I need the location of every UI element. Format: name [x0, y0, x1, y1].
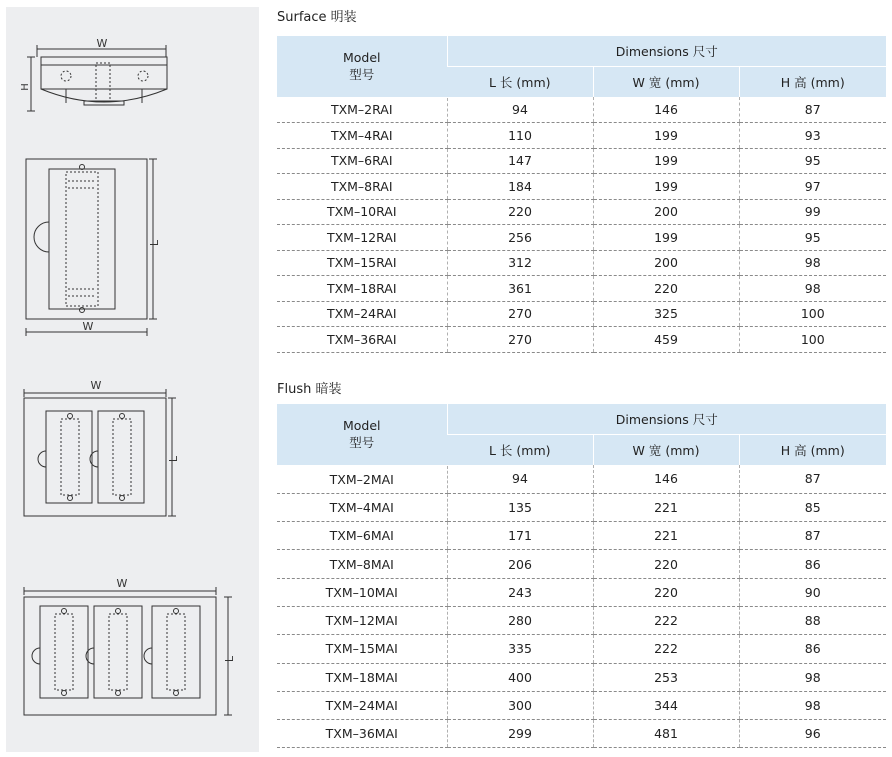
- model-cell: TXM–4MAI: [277, 493, 447, 521]
- w-header: W 宽 (mm): [593, 67, 739, 98]
- l-cell: 94: [447, 97, 593, 123]
- model-header: [277, 36, 447, 97]
- model-cell: TXM–10RAI: [277, 199, 447, 225]
- table-row: [277, 250, 886, 276]
- dim-w-label-4: W: [116, 577, 128, 590]
- h-cell: 88: [739, 606, 886, 634]
- model-cell: TXM–36MAI: [277, 720, 447, 748]
- h-header: H 高 (mm): [739, 67, 886, 98]
- surface-title: Surface 明装: [277, 10, 357, 25]
- l-cell: 171: [447, 522, 593, 550]
- h-cell: 98: [739, 691, 886, 719]
- l-cell: 300: [447, 691, 593, 719]
- model-cell: TXM–4RAI: [277, 123, 447, 149]
- l-cell: 135: [447, 493, 593, 521]
- h-cell: 87: [739, 522, 886, 550]
- model-cell: TXM–8MAI: [277, 550, 447, 578]
- table-row: [277, 691, 886, 719]
- h-cell: 100: [739, 327, 886, 353]
- three-row-drawing: [24, 577, 236, 715]
- dim-l-label-3: L: [223, 655, 236, 663]
- h-cell: 95: [739, 225, 886, 251]
- w-cell: 253: [593, 663, 739, 691]
- model-cell: TXM–6RAI: [277, 148, 447, 174]
- h-cell: 95: [739, 148, 886, 174]
- table-row: [277, 276, 886, 302]
- l-cell: 220: [447, 199, 593, 225]
- w-cell: 200: [593, 250, 739, 276]
- dim-h-label: H: [20, 83, 31, 91]
- model-cell: TXM–24RAI: [277, 301, 447, 327]
- surface-dimensions-table: [277, 36, 886, 353]
- w-cell: 459: [593, 327, 739, 353]
- w-cell: 146: [593, 97, 739, 123]
- model-cell: TXM–15MAI: [277, 635, 447, 663]
- dim-l-label-2: L: [167, 455, 180, 463]
- model-cell: TXM–6MAI: [277, 522, 447, 550]
- table-row: [277, 225, 886, 251]
- model-cell: TXM–2RAI: [277, 97, 447, 123]
- h-cell: 97: [739, 174, 886, 200]
- model-header: [277, 404, 447, 465]
- model-header-cn: 型号: [349, 67, 375, 83]
- table-row: [277, 493, 886, 521]
- table-row: [277, 148, 886, 174]
- w-cell: 481: [593, 720, 739, 748]
- model-cell: TXM–18MAI: [277, 663, 447, 691]
- l-cell: 299: [447, 720, 593, 748]
- w-cell: 222: [593, 606, 739, 634]
- model-cell: TXM–2MAI: [277, 465, 447, 493]
- l-header: L 长 (mm): [447, 67, 593, 98]
- technical-drawings: [6, 7, 259, 752]
- table-row: [277, 301, 886, 327]
- w-header: W 宽 (mm): [593, 435, 739, 466]
- table-row: [277, 606, 886, 634]
- w-cell: 220: [593, 550, 739, 578]
- w-cell: 221: [593, 493, 739, 521]
- h-cell: 96: [739, 720, 886, 748]
- dim-l-label-1: L: [148, 239, 161, 247]
- h-cell: 86: [739, 550, 886, 578]
- h-cell: 90: [739, 578, 886, 606]
- side-view-drawing: [20, 37, 167, 111]
- table-row: [277, 97, 886, 123]
- table-row: [277, 720, 886, 748]
- h-cell: 93: [739, 123, 886, 149]
- h-cell: 99: [739, 199, 886, 225]
- h-cell: 85: [739, 493, 886, 521]
- w-cell: 222: [593, 635, 739, 663]
- l-cell: 243: [447, 578, 593, 606]
- two-row-drawing: [24, 379, 180, 516]
- dimensions-header: Dimensions 尺寸: [447, 36, 886, 67]
- w-cell: 199: [593, 174, 739, 200]
- w-cell: 200: [593, 199, 739, 225]
- table-row: [277, 635, 886, 663]
- w-cell: 199: [593, 148, 739, 174]
- dim-w-label-2: W: [82, 320, 94, 333]
- l-cell: 335: [447, 635, 593, 663]
- table-row: [277, 578, 886, 606]
- l-cell: 280: [447, 606, 593, 634]
- h-header: H 高 (mm): [739, 435, 886, 466]
- table-row: [277, 550, 886, 578]
- model-cell: TXM–12MAI: [277, 606, 447, 634]
- l-header: L 长 (mm): [447, 435, 593, 466]
- l-cell: 94: [447, 465, 593, 493]
- h-cell: 87: [739, 97, 886, 123]
- h-cell: 98: [739, 250, 886, 276]
- w-cell: 220: [593, 276, 739, 302]
- l-cell: 361: [447, 276, 593, 302]
- l-cell: 147: [447, 148, 593, 174]
- dimensions-header: Dimensions 尺寸: [447, 404, 886, 435]
- model-cell: TXM–24MAI: [277, 691, 447, 719]
- h-cell: 98: [739, 276, 886, 302]
- h-cell: 98: [739, 663, 886, 691]
- dim-w-label-1: W: [96, 37, 108, 50]
- table-row: [277, 327, 886, 353]
- w-cell: 220: [593, 578, 739, 606]
- w-cell: 344: [593, 691, 739, 719]
- l-cell: 110: [447, 123, 593, 149]
- model-header-en: Model: [342, 418, 381, 434]
- w-cell: 325: [593, 301, 739, 327]
- w-cell: 199: [593, 225, 739, 251]
- h-cell: 100: [739, 301, 886, 327]
- table-row: [277, 663, 886, 691]
- flush-title: Flush 暗装: [277, 382, 342, 397]
- model-cell: TXM–10MAI: [277, 578, 447, 606]
- table-row: [277, 174, 886, 200]
- table-row: [277, 522, 886, 550]
- single-row-drawing: [26, 159, 161, 336]
- model-cell: TXM–18RAI: [277, 276, 447, 302]
- drawings-panel: [6, 7, 259, 752]
- table-row: [277, 199, 886, 225]
- model-cell: TXM–12RAI: [277, 225, 447, 251]
- model-cell: TXM–15RAI: [277, 250, 447, 276]
- h-cell: 86: [739, 635, 886, 663]
- l-cell: 270: [447, 301, 593, 327]
- model-header-cn: 型号: [349, 435, 375, 451]
- l-cell: 400: [447, 663, 593, 691]
- w-cell: 146: [593, 465, 739, 493]
- table-row: [277, 465, 886, 493]
- model-cell: TXM–36RAI: [277, 327, 447, 353]
- l-cell: 256: [447, 225, 593, 251]
- w-cell: 199: [593, 123, 739, 149]
- table-row: [277, 123, 886, 149]
- model-cell: TXM–8RAI: [277, 174, 447, 200]
- l-cell: 270: [447, 327, 593, 353]
- flush-dimensions-table: [277, 404, 886, 748]
- w-cell: 221: [593, 522, 739, 550]
- l-cell: 206: [447, 550, 593, 578]
- l-cell: 184: [447, 174, 593, 200]
- dim-w-label-3: W: [90, 379, 102, 392]
- h-cell: 87: [739, 465, 886, 493]
- model-header-en: Model: [342, 50, 381, 66]
- l-cell: 312: [447, 250, 593, 276]
